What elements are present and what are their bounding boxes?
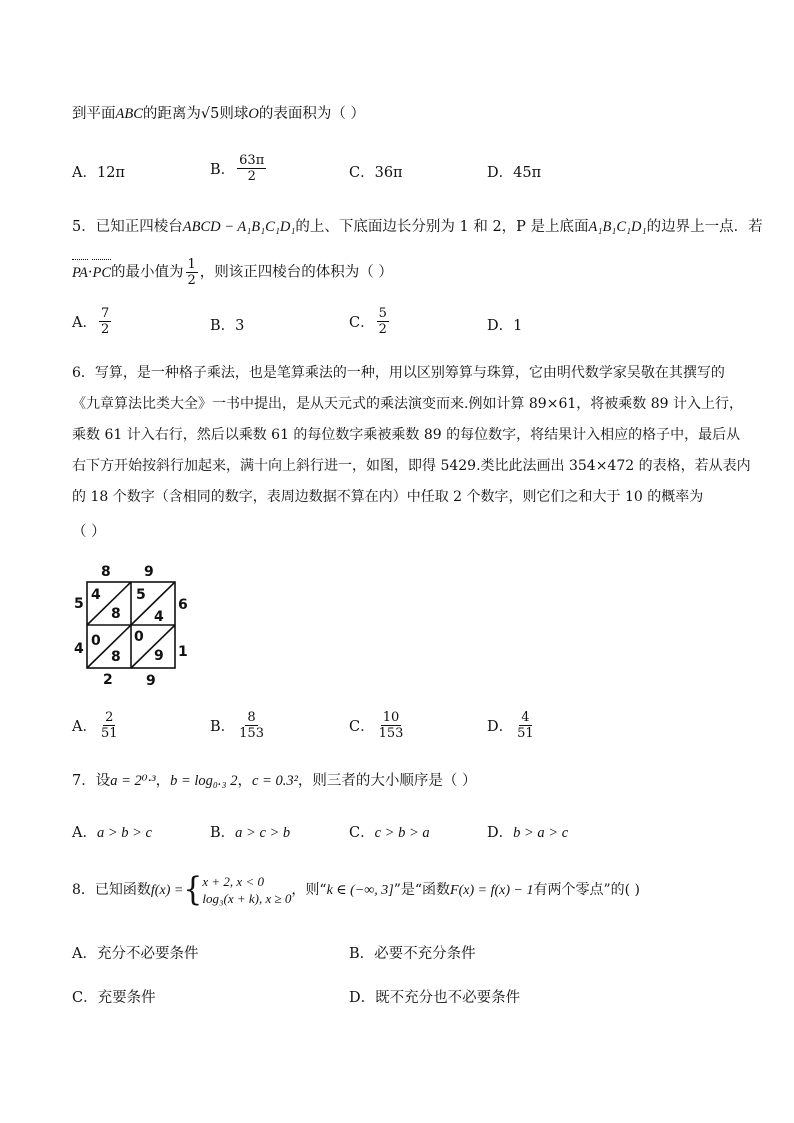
q6-stem-line5: 的 18 个数字（含相同的数字，表周边数据不算在内）中任取 2 个数字，则它们之和大于 10 的概率为	[72, 489, 704, 505]
denominator: 2	[247, 169, 256, 184]
option-label: D．	[487, 165, 514, 181]
q6-stem-line2: 《九章算法比类大全》一书中提出，是从天元式的乘法演变而来.例如计算 89×61，将被乘数 89 计入上行，	[72, 396, 743, 412]
option-fraction	[377, 710, 406, 741]
piecewise-brace: {	[183, 870, 203, 909]
q7-option-a[interactable]	[72, 821, 152, 842]
q8-option-b[interactable]	[349, 942, 476, 963]
piecewise-case: x + 2, x < 0	[202, 874, 264, 889]
q8-function-f: f(x) =	[150, 883, 184, 898]
denominator: 2	[378, 322, 387, 337]
q7-stem	[72, 771, 477, 791]
denominator: 153	[239, 726, 264, 741]
grid-cell-upper: 5	[136, 587, 146, 603]
option-label: D．	[487, 318, 514, 334]
q6-option-b[interactable]	[210, 710, 268, 741]
option-fraction	[237, 710, 266, 741]
q7-text: 7．设	[72, 773, 111, 789]
q4-ball: O	[248, 106, 259, 122]
grid-cell-upper: 0	[134, 629, 144, 645]
q6-stem-line3: 乘数 61 计入右行，然后以乘数 61 的每位数字乘被乘数 89 的每位数字，将结果计入相应的格子中，最后从	[72, 427, 741, 443]
option-fraction	[237, 153, 266, 184]
q5-option-a[interactable]	[72, 306, 113, 337]
q7-option-c[interactable]	[349, 821, 430, 842]
q7-option-b[interactable]	[210, 821, 290, 842]
q6-stem-line1: 6．写算，是一种格子乘法，也是笔算乘法的一种，用以区别筹算与珠算，它由明代数学家吴敬在其撰写的	[72, 365, 725, 381]
q8-option-a[interactable]	[72, 942, 198, 963]
option-label: A．	[72, 315, 97, 331]
option-value: c > b > a	[374, 825, 430, 841]
option-label: B．	[210, 719, 236, 735]
option-fraction	[515, 710, 536, 741]
q5-stem-line2	[72, 257, 393, 288]
option-value: 36π	[374, 165, 403, 181]
grid-cell-lower: 8	[111, 649, 121, 665]
grid-right-label: 6	[178, 597, 188, 613]
numerator: 1	[187, 257, 196, 272]
q5-option-d[interactable]	[487, 314, 522, 335]
option-label: C．	[349, 825, 375, 841]
grid-top-label: 9	[144, 564, 154, 580]
numerator: 2	[105, 710, 114, 725]
option-label: B．	[210, 162, 236, 178]
option-label: C．	[349, 719, 375, 735]
numerator: 5	[378, 306, 387, 321]
q8-text: 有两个零点”的( )	[533, 882, 640, 898]
option-value: a > b > c	[96, 825, 152, 841]
option-label: D．	[349, 990, 376, 1006]
option-value: 必要不充分条件	[374, 946, 476, 962]
q6-stem-line4: 右下方开始按斜行加起来，满十向上斜行进一，如图，即得 5429.类比此法画出 354×472 的表格，若从表内	[72, 458, 751, 474]
q4-option-d[interactable]	[487, 161, 541, 182]
q4-plane: ABC	[115, 106, 143, 122]
option-value: 1	[513, 318, 523, 334]
piecewise-cases	[202, 873, 291, 907]
q8-text: ，则“	[291, 882, 327, 898]
q7-b-definition: b = log₀.₃ 2	[170, 773, 238, 789]
q5-face: A₁B₁C₁D₁	[588, 219, 647, 235]
option-label: A．	[72, 825, 97, 841]
option-value: a > c > b	[235, 825, 291, 841]
option-label: B．	[210, 825, 236, 841]
q8-text: ”是“函数	[393, 882, 451, 898]
q8-condition: k ∈ (−∞, 3]	[326, 883, 394, 898]
option-label: A．	[72, 165, 97, 181]
q4-option-a[interactable]	[72, 161, 125, 182]
q7-option-d[interactable]	[487, 821, 568, 842]
grid-bottom-label: 9	[146, 673, 156, 689]
q5-option-b[interactable]	[210, 314, 244, 335]
q4-text: 则球	[219, 106, 249, 122]
q7-a-definition: a = 2⁰·³	[110, 773, 156, 789]
option-value: 45π	[513, 165, 542, 181]
denominator: 2	[100, 322, 110, 337]
grid-cell-lower: 4	[154, 609, 164, 625]
grid-bottom-label: 2	[103, 672, 113, 688]
q8-stem	[72, 872, 640, 909]
vector-pa: PA	[72, 261, 88, 285]
q4-option-b[interactable]	[210, 153, 268, 184]
q4-text: 的表面积为（ ）	[258, 106, 365, 122]
grid-top-label: 8	[101, 564, 111, 580]
option-label: C．	[349, 165, 375, 181]
option-value: 充要条件	[97, 990, 156, 1006]
grid-cell-upper: 0	[91, 633, 101, 649]
numerator: 8	[247, 710, 256, 725]
piecewise-case: log₃(x + k), x ≥ 0	[202, 891, 292, 906]
numerator: 4	[521, 710, 530, 725]
option-value: 12π	[96, 165, 125, 181]
option-label: B．	[349, 946, 375, 962]
lattice-grid-figure	[70, 564, 190, 690]
denominator: 2	[187, 273, 196, 288]
option-label: A．	[72, 946, 97, 962]
q5-text: 的最小值为	[111, 264, 184, 281]
option-value: 3	[235, 318, 245, 334]
option-fraction	[99, 710, 120, 741]
q4-option-c[interactable]	[349, 161, 403, 182]
grid-left-label: 4	[74, 641, 84, 657]
q5-min-fraction	[186, 257, 198, 288]
denominator: 51	[100, 726, 118, 741]
vector-pc: PC	[92, 261, 111, 285]
numerator: 63π	[239, 153, 265, 168]
q7-c-definition: c = 0.3²	[251, 773, 298, 789]
q5-solid: ABCD − A₁B₁C₁D₁	[182, 219, 296, 235]
q8-function-F: F(x) = f(x) − 1	[450, 883, 534, 898]
numerator: 7	[100, 306, 110, 321]
q8-option-c[interactable]	[72, 986, 156, 1007]
q7-text: ，则三者的大小顺序是（ ）	[297, 773, 477, 789]
grid-right-label: 1	[178, 644, 188, 660]
option-value: b > a > c	[513, 825, 569, 841]
option-value: 充分不必要条件	[96, 946, 199, 962]
q6-option-a[interactable]	[72, 710, 122, 741]
grid-cell-lower: 9	[154, 648, 164, 664]
lattice-grid-lines	[70, 568, 190, 690]
option-label: D．	[487, 825, 514, 841]
q6-option-d[interactable]	[487, 710, 538, 741]
dot-product: ·	[87, 264, 93, 281]
option-value: 既不充分也不必要条件	[375, 990, 521, 1006]
q5-stem-line1	[72, 217, 763, 237]
q7-text: ，	[155, 773, 171, 789]
q8-option-d[interactable]	[349, 986, 520, 1007]
q5-text: 5．已知正四棱台	[72, 219, 183, 235]
grid-cell-lower: 8	[111, 606, 121, 622]
q7-text: ，	[237, 773, 252, 789]
option-label: B．	[210, 318, 236, 334]
denominator: 51	[517, 726, 534, 741]
q4-text: 的距离为	[142, 106, 201, 122]
q8-text: 8．已知函数	[72, 882, 151, 898]
numerator: 10	[382, 710, 400, 725]
option-fraction	[99, 306, 111, 337]
q5-text: ，则该正四棱台的体积为（ ）	[199, 264, 393, 281]
option-label: C．	[349, 315, 375, 331]
q5-text: 的边界上一点．若	[646, 219, 763, 235]
grid-cell-upper: 4	[91, 587, 101, 603]
option-label: A．	[72, 719, 97, 735]
q5-option-c[interactable]	[349, 306, 391, 337]
q6-option-c[interactable]	[349, 710, 407, 741]
denominator: 153	[378, 726, 404, 741]
q5-text: 的上、下底面边长分别为 1 和 2，P 是上底面	[295, 219, 589, 235]
q4-text: 到平面	[72, 106, 116, 122]
q6-stem-line6: （ ）	[72, 524, 106, 540]
option-fraction	[377, 306, 389, 337]
option-label: D．	[487, 719, 514, 735]
q4-sqrt: √5	[200, 106, 220, 122]
q4-stem	[72, 104, 365, 124]
grid-left-label: 5	[74, 596, 84, 612]
option-label: C．	[72, 990, 98, 1006]
